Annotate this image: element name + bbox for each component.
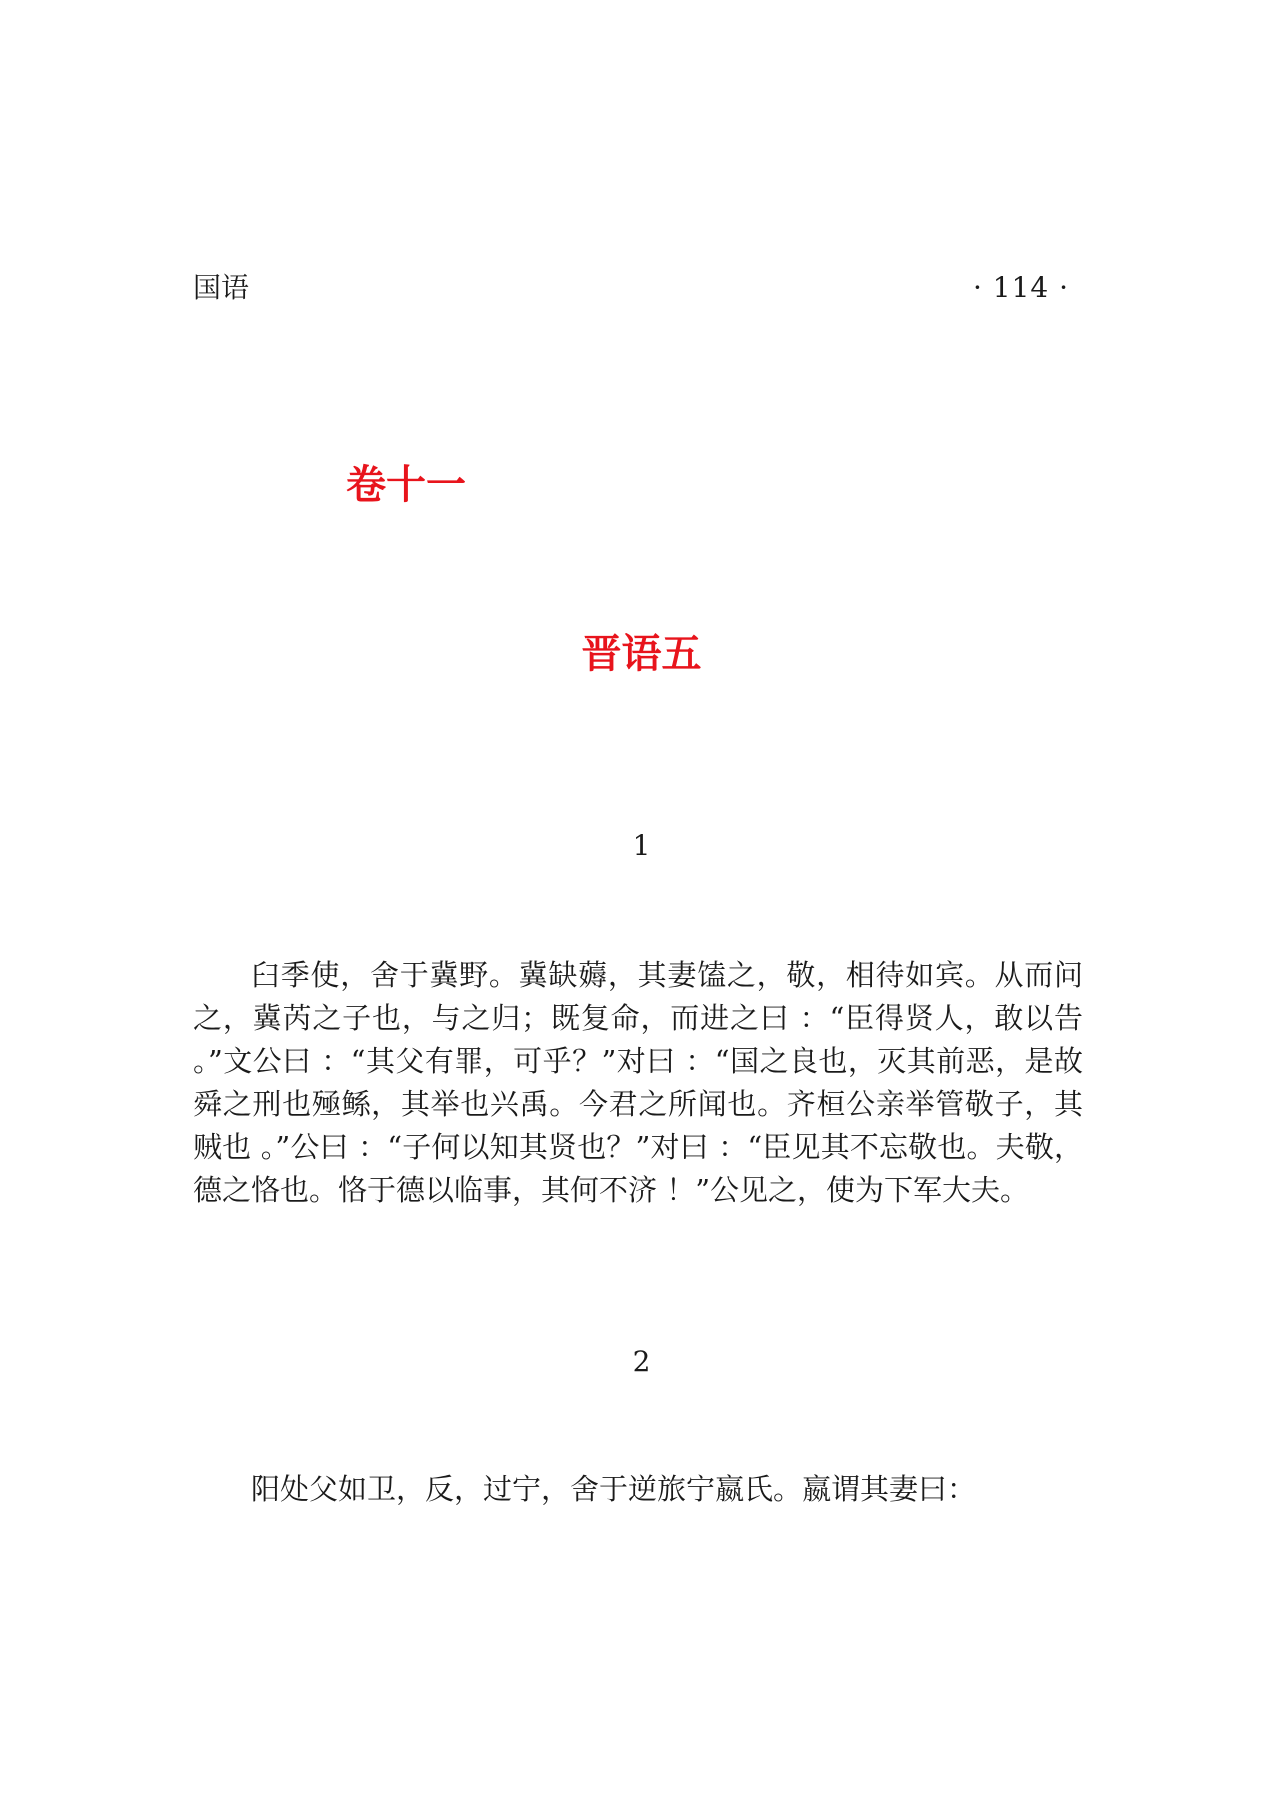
- section-paragraph: 阳处父如卫，反，过宁，舍于逆旅宁嬴氏。嬴谓其妻曰：: [251, 1472, 977, 1506]
- volume-title: 卷十一: [346, 462, 466, 508]
- chapter-title: 晋语五: [581, 631, 702, 677]
- section-number: 2: [632, 1345, 651, 1378]
- book-title: 国语: [193, 271, 250, 304]
- section-number: 1: [632, 829, 651, 862]
- section-paragraph: 臼季使，舍于冀野。冀缺薅，其妻馌之，敬，相待如宾。从而问之，冀芮之子也，与之归；既复命，而进之曰 ：“臣得贤人，敢以告 。”文公曰 ：“其父有罪，可乎？”对曰 ：“国之良也，灭其前恶，是故舜之刑也殛鲧，其举也兴禹。今君之所闻也。齐桓公亲举管敬子，其贼也 。”公曰 ：“子何以知其贤也？”对曰 ：“臣见其不忘敬也。夫敬，德之恪也。恪于德以临事，其何不济 ！”公见之，使为下军大夫。: [193, 958, 1083, 1207]
- page-number: · 114 ·: [972, 271, 1069, 304]
